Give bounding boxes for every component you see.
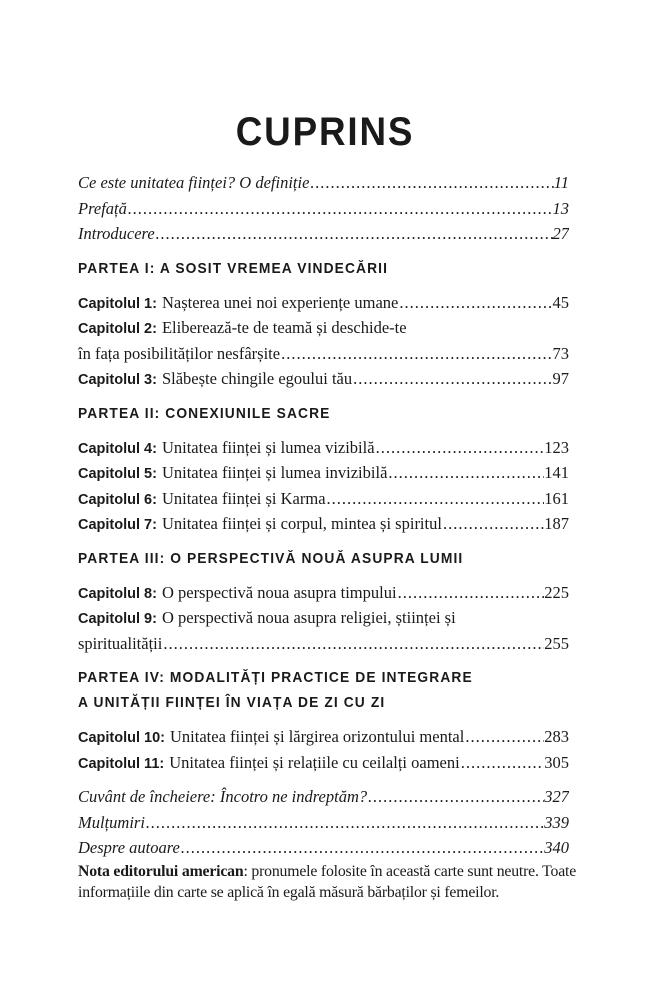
toc-entry-text: Introducere (78, 224, 155, 243)
toc-chapter-line[interactable] (78, 435, 569, 461)
toc-entry-text: Prefață (78, 198, 127, 218)
chapter-title: Unitatea ființei și lumea vizibilă (161, 437, 375, 457)
dot-leader (326, 486, 545, 512)
toc-chapter-line[interactable] (78, 366, 569, 392)
toc-entry-front[interactable] (78, 221, 569, 247)
chapter-label: Capitolul 3: (78, 372, 157, 388)
dot-leader (352, 366, 552, 392)
page-number: 11 (553, 173, 569, 192)
dot-leader (442, 511, 544, 537)
part-heading: PARTEA II: CONEXIUNILE SACRE (78, 404, 331, 422)
dot-leader (375, 435, 545, 461)
spacer (78, 537, 569, 546)
dot-leader (155, 221, 553, 247)
dot-leader (145, 810, 544, 836)
editor-note (78, 861, 578, 903)
chapter-title: O perspectivă noua asupra religiei, științei și (161, 608, 456, 627)
page-number: 27 (552, 224, 569, 243)
toc-chapter-line[interactable] (78, 486, 569, 512)
chapter-title: spiritualității (78, 633, 163, 653)
toc-chapter-line[interactable] (78, 580, 569, 606)
part-heading: PARTEA III: O PERSPECTIVĂ NOUĂ ASUPRA LUMII (78, 549, 464, 567)
toc-entry-front[interactable] (78, 196, 569, 222)
part-heading: PARTEA I: A SOSIT VREMEA VINDECĂRII (78, 259, 389, 277)
toc-chapter-line[interactable] (78, 341, 569, 367)
page-number: 340 (544, 838, 569, 857)
spacer (78, 247, 569, 256)
toc-entry-text: Despre autoare (78, 838, 180, 857)
dot-leader (280, 341, 552, 367)
page-number: 13 (552, 198, 569, 218)
toc-chapter-line[interactable] (78, 511, 569, 537)
toc-entry-text: Mulțumiri (78, 812, 145, 832)
toc-entry-text: Cuvânt de încheiere: Încotro ne indreptăm? (78, 787, 368, 806)
toc-entry-text: Ce este unitatea ființei? O definiție (78, 173, 310, 192)
page-number: 73 (552, 343, 569, 363)
toc-chapter-line[interactable] (78, 460, 569, 486)
toc-chapter-line[interactable] (78, 315, 569, 341)
toc-entry-back[interactable] (78, 835, 569, 861)
toc-entry-back[interactable] (78, 784, 569, 810)
spacer (78, 281, 569, 290)
dot-leader (162, 631, 544, 657)
chapter-title: Unitatea ființei și lumea invizibilă (161, 463, 388, 482)
chapter-label: Capitolul 10: (78, 730, 166, 746)
chapter-label: Capitolul 4: (78, 440, 157, 457)
chapter-title: Unitatea ființei și relațiile cu ceilalți oameni (169, 752, 460, 772)
chapter-title: O perspectivă noua asupra timpului (161, 582, 397, 602)
chapter-title: Slăbește chingile egoului tău (161, 369, 353, 388)
chapter-label: Capitolul 5: (78, 466, 157, 482)
dot-leader (127, 196, 553, 222)
toc-chapter-line[interactable] (78, 605, 569, 631)
spacer (78, 656, 569, 665)
chapter-title: Unitatea ființei și Karma (161, 488, 326, 508)
chapter-label: Capitolul 9: (78, 611, 157, 627)
page-number: 187 (544, 514, 569, 533)
chapter-label: Capitolul 1: (78, 295, 157, 312)
spacer (78, 775, 569, 784)
chapter-label: Capitolul 6: (78, 491, 157, 508)
toc-entry-back[interactable] (78, 810, 569, 836)
dot-leader (367, 784, 544, 810)
chapter-title: Eliberează-te de teamă și deschide-te (161, 318, 407, 337)
part-heading: A UNITĂȚII FIINȚEI ÎN VIAȚA DE ZI CU ZI (78, 694, 386, 711)
page-number: 141 (544, 463, 569, 482)
dot-leader (460, 750, 545, 776)
spacer (78, 426, 569, 435)
page-number: 339 (544, 812, 569, 832)
spacer (78, 571, 569, 580)
page-number: 255 (544, 633, 569, 653)
toc-chapter-line[interactable] (78, 290, 569, 316)
page-title: CUPRINS (235, 110, 415, 154)
dot-leader (464, 724, 544, 750)
dot-leader (180, 835, 544, 861)
table-of-contents (78, 170, 569, 861)
page-number: 283 (544, 727, 569, 746)
editor-note-label: Nota editorului american (78, 863, 244, 880)
part-heading: PARTEA IV: MODALITĂȚI PRACTICE DE INTEGRARE (78, 669, 473, 686)
chapter-label: Capitolul 8: (78, 585, 157, 602)
page-number: 225 (544, 582, 569, 602)
chapter-label: Capitolul 7: (78, 517, 157, 533)
spacer (78, 392, 569, 401)
page-number: 327 (544, 787, 569, 806)
dot-leader (398, 290, 552, 316)
page-number: 305 (544, 752, 569, 772)
page-number: 123 (544, 437, 569, 457)
page-number: 45 (552, 292, 569, 312)
dot-leader (397, 580, 545, 606)
chapter-title: Unitatea ființei și lărgirea orizontului mental (170, 727, 465, 746)
chapter-label: Capitolul 2: (78, 321, 157, 337)
toc-chapter-line[interactable] (78, 631, 569, 657)
toc-chapter-line[interactable] (78, 724, 569, 750)
toc-chapter-line[interactable] (78, 750, 569, 776)
dot-leader (309, 170, 553, 196)
chapter-title: Nașterea unei noi experiențe umane (161, 292, 399, 312)
page-number: 97 (552, 369, 569, 388)
toc-entry-front[interactable] (78, 170, 569, 196)
chapter-label: Capitolul 11: (78, 755, 165, 772)
spacer (78, 715, 569, 724)
chapter-title: în fața posibilităților nesfârșite (78, 343, 281, 363)
editor-note-text: : pronumele folosite în această carte sunt neutre. Toate informațiile din carte se aplică în egală măsură bărbaților și femeilor. (78, 863, 577, 901)
dot-leader (387, 460, 544, 486)
chapter-title: Unitatea ființei și corpul, mintea și spiritul (161, 514, 442, 533)
page-number: 161 (544, 488, 569, 508)
